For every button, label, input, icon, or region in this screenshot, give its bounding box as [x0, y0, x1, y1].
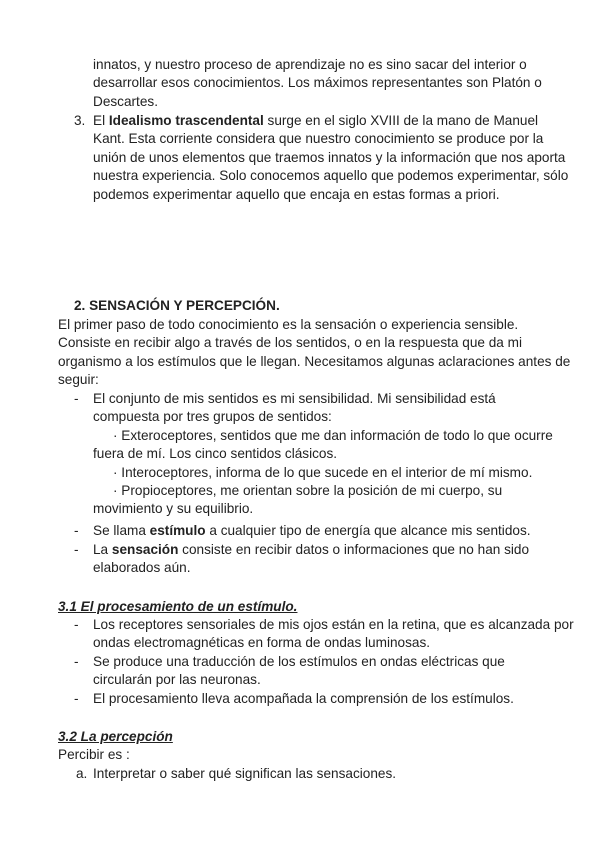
item3-text: [93, 112, 573, 204]
section2-bullet2: [93, 522, 573, 540]
bullet-dash: -: [74, 391, 79, 406]
section31-bullet2: Se produce una traducción de los estímulos en ondas eléctricas que circularán por las neuronas.: [93, 654, 505, 688]
bullet-dash: -: [74, 617, 79, 632]
bullet2-post: a cualquier tipo de energía que alcance mis sentidos.: [205, 523, 531, 538]
section2-bullet1: El conjunto de mis sentidos es mi sensibilidad. Mi sensibilidad está compuesta por tres grupos de sentidos:: [93, 391, 496, 425]
section31-bullet3: El procesamiento lleva acompañada la comprensión de los estímulos.: [93, 691, 514, 706]
sub-exteroceptores: · Exteroceptores, sentidos que me dan información de todo lo que ocurre fuera de mí. Los cinco sentidos clásicos.: [93, 428, 553, 462]
bullet3-pre: La: [93, 542, 112, 557]
bullet-dash: -: [74, 654, 79, 669]
section2-heading: 2. SENSACIÓN Y PERCEPCIÓN.: [74, 298, 280, 313]
item-a-label: a.: [76, 766, 88, 781]
section31-heading: 3.1 El procesamiento de un estímulo.: [58, 599, 298, 614]
sub-interoceptores: · Interoceptores, informa de lo que sucede en el interior de mí mismo.: [113, 465, 533, 480]
bullet2-pre: Se llama: [93, 523, 150, 538]
item2-continuation: innatos, y nuestro proceso de aprendizaje no es sino sacar del interior o desarrollar esos conocimientos. Los máximos representantes son Platón o Descartes.: [93, 57, 542, 109]
item3-post: surge en el siglo XVIII de la mano de Manuel Kant. Esta corriente considera que nuestro conocimiento se produce por la unión de unos elementos que traemos innatos y la información que nos aporta nuestra experiencia. Solo conocemos aquello que podemos experimentar, sólo podemos experimentar aquello que encaja en estas formas a priori.: [93, 113, 569, 202]
section31-bullet1: Los receptores sensoriales de mis ojos están en la retina, que es alcanzada por ondas electromagnéticas en forma de ondas luminosas.: [93, 617, 574, 651]
item3-pre: El: [93, 113, 109, 128]
item3-number: 3.: [74, 113, 86, 128]
bullet3-post: consiste en recibir datos o informaciones que no han sido elaborados aún.: [93, 542, 530, 576]
bullet-dash: -: [74, 523, 79, 538]
section32-heading: 3.2 La percepción: [58, 729, 173, 744]
sensacion-term: sensación: [111, 542, 179, 557]
estimulo-term: estímulo: [149, 523, 206, 538]
sub-propioceptores: · Propioceptores, me orientan sobre la posición de mi cuerpo, su movimiento y su equilibrio.: [93, 483, 503, 517]
section32-item-a: Interpretar o saber qué significan las sensaciones.: [93, 766, 397, 781]
section2-intro: El primer paso de todo conocimiento es la sensación o experiencia sensible. Consiste en recibir algo a través de los sentidos, o en la respuesta que da mi organismo a los estímulos que le llegan. Necesitamos algunas aclaraciones antes de seguir:: [58, 317, 571, 388]
bullet-dash: -: [74, 542, 79, 557]
idealismo-trascendental-term: Idealismo trascendental: [108, 113, 264, 128]
section2-bullet3: [93, 541, 553, 578]
section32-intro: Percibir es :: [58, 747, 130, 762]
bullet-dash: -: [74, 691, 79, 706]
